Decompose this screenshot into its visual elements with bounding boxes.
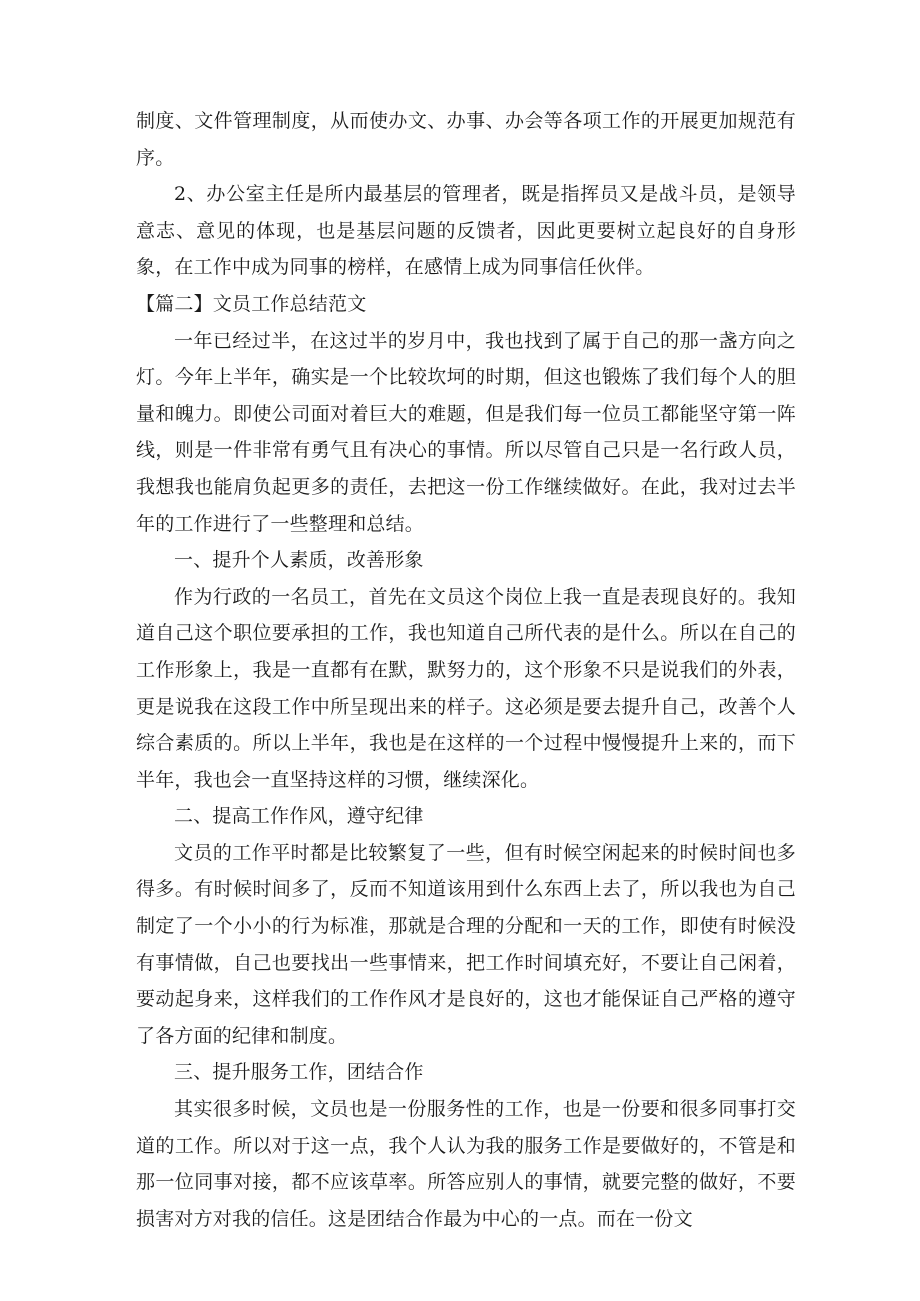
paragraph-work-style: 文员的工作平时都是比较繁复了一些，但有时候空闲起来的时候时间也多得多。有时候时间多了，反而不知道该用到什么东西上去了，所以我也为自己制定了一个小小的行为标准，那就是合理的分配和一天的工作，即使有时候没有事情做，自己也要找出一些事情来，把工作时间填充好，不要让自己闲着，要动起身来，这样我们的工作作风才是良好的，这也才能保证自己严格的遵守了各方面的纪律和制度。 [136, 841, 796, 1047]
heading-improve-quality: 一、提升个人素质，改善形象 [174, 549, 424, 572]
document-body [136, 103, 796, 1237]
paragraph-office-director: 2、办公室主任是所内最基层的管理者，既是指挥员又是战斗员，是领导意志、意见的体现，也是基层问题的反馈者，因此更要树立起良好的自身形象，在工作中成为同事的榜样，在感情上成为同事信任伙伴。 [136, 183, 796, 279]
paragraph-improve-quality: 作为行政的一名员工，首先在文员这个岗位上我一直是表现良好的。我知道自己这个职位要承担的工作，我也知道自己所代表的是什么。所以在自己的工作形象上，我是一直都有在默，默努力的，这个形象不只是说我们的外表，更是说我在这段工作中所呈现出来的样子。这必须是要去提升自己，改善个人综合素质的。所以上半年，我也是在这样的一个过程中慢慢提升上来的，而下半年，我也会一直坚持这样的习惯，继续深化。 [136, 585, 796, 791]
section-title-part-two: 【篇二】文员工作总结范文 [136, 292, 367, 315]
heading-service-work: 三、提升服务工作，团结合作 [174, 1061, 424, 1084]
heading-work-style: 二、提高工作作风，遵守纪律 [174, 805, 424, 828]
paragraph-intro: 一年已经过半，在这过半的岁月中，我也找到了属于自己的那一盏方向之灯。今年上半年，确实是一个比较坎坷的时期，但这也锻炼了我们每个人的胆量和魄力。即使公司面对着巨大的难题，但是我们每一位员工都能坚守第一阵线，则是一件非常有勇气且有决心的事情。所以尽管自己只是一名行政人员，我想我也能肩负起更多的责任，去把这一份工作继续做好。在此，我对过去半年的工作进行了一些整理和总结。 [136, 329, 796, 535]
paragraph-service-work: 其实很多时候，文员也是一份服务性的工作，也是一份要和很多同事打交道的工作。所以对于这一点，我个人认为我的服务工作是要做好的，不管是和那一位同事对接，都不应该草率。所答应别人的事情，就要完整的做好，不要损害对方对我的信任。这是团结合作最为中心的一点。而在一份文 [136, 1098, 796, 1230]
paragraph-continued: 制度、文件管理制度，从而使办文、办事、办会等各项工作的开展更加规范有序。 [136, 110, 796, 169]
